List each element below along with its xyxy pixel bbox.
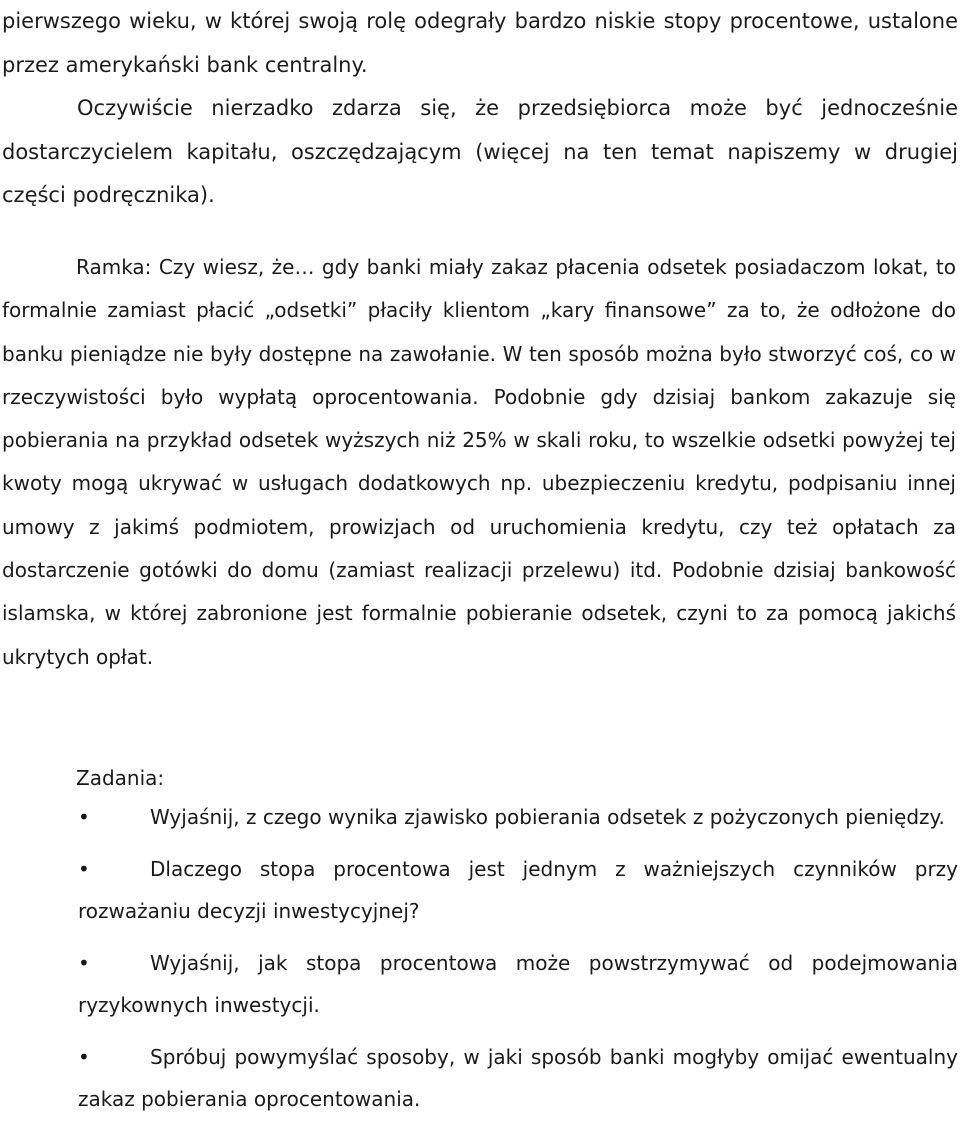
task-item bbox=[78, 942, 958, 1026]
task-text: Dlaczego stopa procentowa jest jednym z ważniejszych czynników przy rozważaniu decyzji inwestycyjnej? bbox=[78, 857, 958, 923]
task-item bbox=[78, 796, 958, 838]
task-item bbox=[78, 848, 958, 932]
intro-paragraph-1: pierwszego wieku, w której swoją rolę odegrały bardzo niskie stopy procentowe, ustalone przez amerykański bank centralny. bbox=[2, 9, 958, 77]
bullet-icon: • bbox=[78, 951, 90, 975]
ramka-paragraph: Ramka: Czy wiesz, że… gdy banki miały zakaz płacenia odsetek posiadaczom lokat, to formalnie zamiast płacić „odsetki” płaciły klientom „kary finansowe” za to, że odłożone do banku pieniądze nie były dostępne na zawołanie. W ten sposób można było stworzyć coś, co w rzeczywistości było wypłatą oprocentowania. Podobnie gdy dzisiaj bankom zakazuje się pobierania na przykład odsetek wyższych niż 25% w skali roku, to wszelkie odsetki powyżej tej kwoty mogą ukrywać w usługach dodatkowych np. ubezpieczeniu kredytu, podpisaniu innej umowy z jakimś podmiotem, prowizjach od uruchomienia kredytu, czy też opłatach za dostarczenie gotówki do domu (zamiast realizacji przelewu) itd. Podobnie dzisiaj bankowość islamska, w której zabronione jest formalnie pobieranie odsetek, czyni to za pomocą jakichś ukrytych opłat. bbox=[2, 255, 956, 669]
intro-paragraph-2: Oczywiście nierzadko zdarza się, że przedsiębiorca może być jednocześnie dostarczycielem kapitału, oszczędzającym (więcej na ten temat napiszemy w drugiej części podręcznika). bbox=[2, 96, 958, 207]
bullet-icon: • bbox=[78, 857, 90, 881]
tasks-list bbox=[78, 796, 958, 1130]
tasks-heading: Zadania: bbox=[76, 766, 165, 790]
bullet-icon: • bbox=[78, 805, 90, 829]
ramka-box bbox=[2, 246, 956, 679]
intro-section bbox=[2, 0, 958, 218]
task-text: Wyjaśnij, jak stopa procentowa może powstrzymywać od podejmowania ryzykownych inwestycji. bbox=[78, 951, 958, 1017]
task-text: Wyjaśnij, z czego wynika zjawisko pobierania odsetek z pożyczonych pieniędzy. bbox=[150, 805, 945, 829]
task-item bbox=[78, 1036, 958, 1120]
bullet-icon: • bbox=[78, 1045, 90, 1069]
task-text: Spróbuj powymyślać sposoby, w jaki sposób banki mogłyby omijać ewentualny zakaz pobierania oprocentowania. bbox=[78, 1045, 958, 1111]
